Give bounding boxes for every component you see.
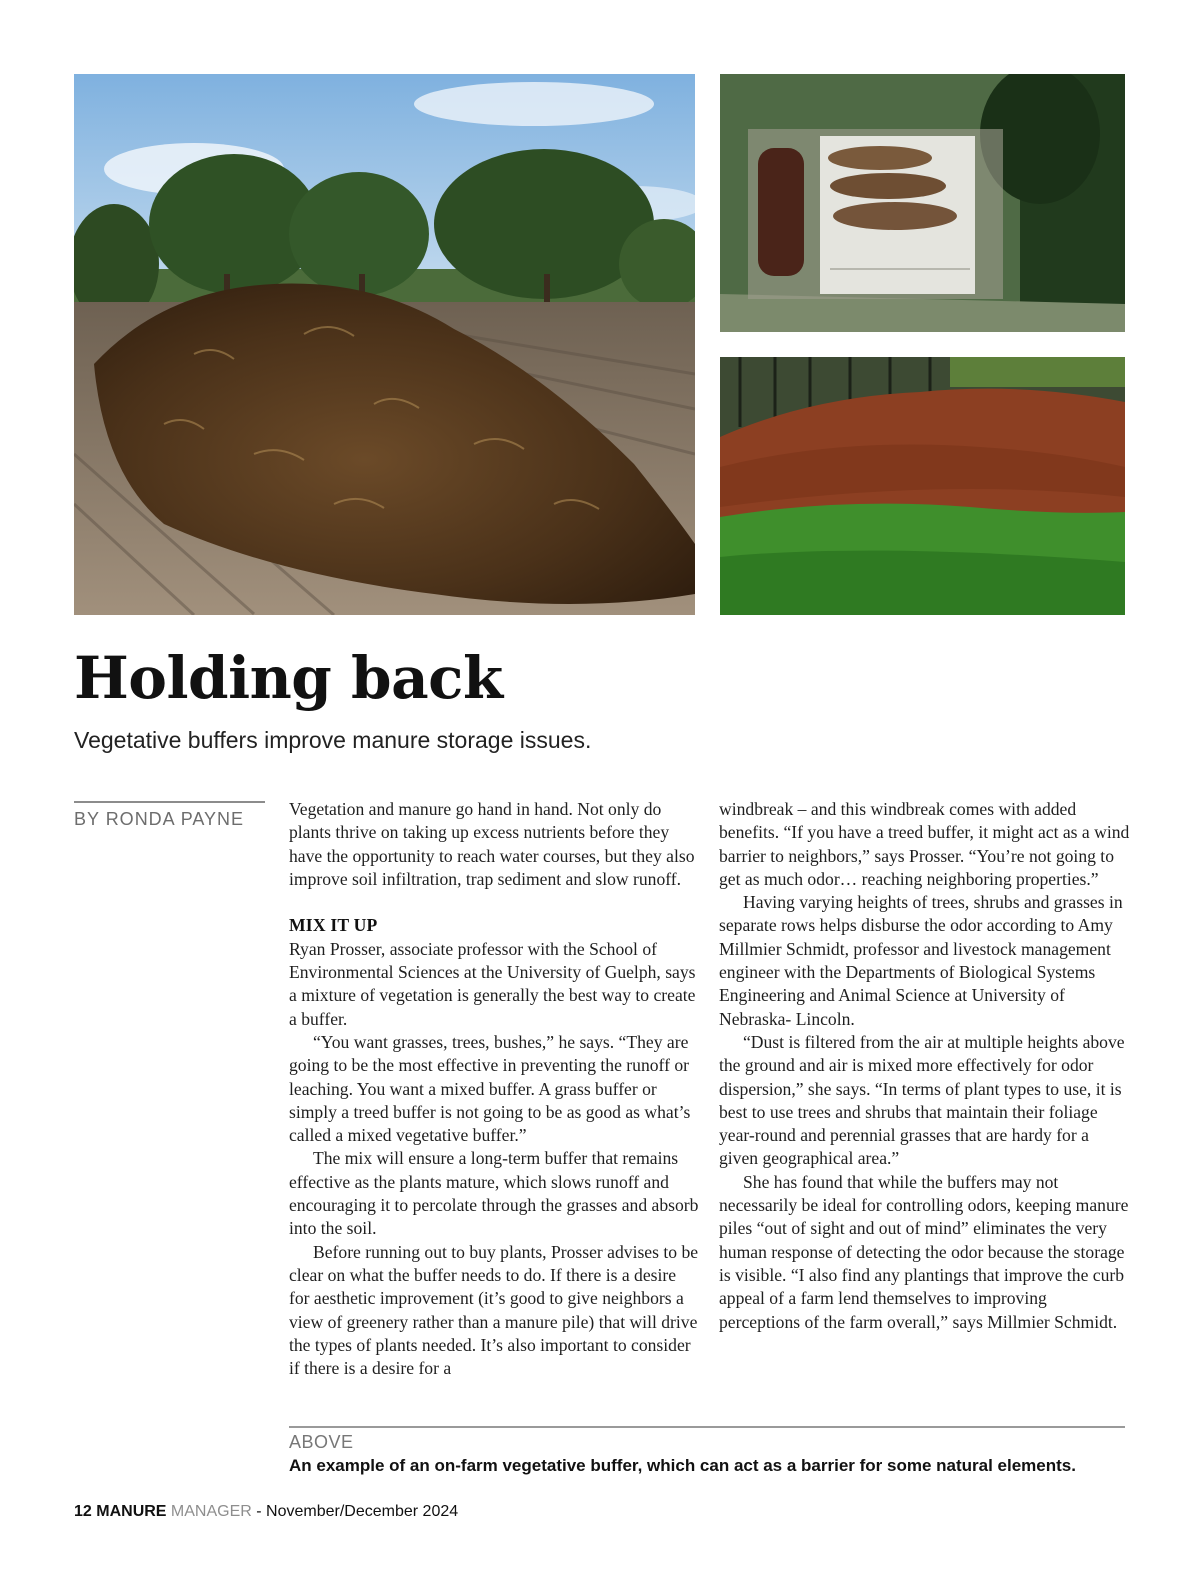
body-paragraph: windbreak – and this windbreak comes with added benefits. “If you have a treed buffer, it might act as a wind barrier to neighbors,” says Prosser. “You’re not going to get as much odor… reaching neighboring properties.” — [719, 799, 1130, 889]
page-number: 12 — [74, 1503, 92, 1520]
page-footer — [74, 1503, 458, 1521]
article-title: Holding back — [74, 644, 503, 712]
body-paragraph: Ryan Prosser, associate professor with the School of Environmental Sciences at the University of Guelph, says a mixture of vegetation is generally the best way to create a buffer. — [289, 938, 696, 1029]
brand-manager: MANAGER — [170, 1503, 252, 1520]
photo-caption: An example of an on-farm vegetative buffer, which can act as a barrier for some natural elements. — [289, 1456, 1076, 1475]
photo-manure-field — [74, 74, 695, 615]
caption-kicker: ABOVE — [289, 1432, 354, 1452]
body-column-1 — [289, 798, 699, 1380]
photo-aerial-storage — [720, 74, 1125, 332]
subhead-mix-it-up: MIX IT UP — [289, 915, 378, 936]
photo-pile-grass-buffer — [720, 357, 1125, 615]
footer-separator: - — [251, 1503, 267, 1520]
issue-date: November/December 2024 — [266, 1503, 459, 1520]
body-paragraph: Before running out to buy plants, Prosser advises to be clear on what the buffer needs to do. If there is a desire for aesthetic improvement (it’s good to give neighbors a view of greenery rather than a manure pile) that will drive the types of plants needed. It’s also important to consider if there is a desire for a — [289, 1241, 699, 1379]
article-deck: Vegetative buffers improve manure storage issues. — [74, 727, 592, 753]
body-column-2 — [719, 798, 1131, 1334]
body-paragraph: The mix will ensure a long-term buffer that remains effective as the plants mature, which slows runoff and encouraging it to percolate through the grasses and absorb into the soil. — [289, 1148, 699, 1239]
caption-divider — [289, 1426, 1125, 1428]
byline-divider — [74, 801, 265, 803]
brand-manure: MANURE — [96, 1503, 167, 1520]
body-paragraph: She has found that while the buffers may not necessarily be ideal for controlling odors, keeping manure piles “out of sight and out of mind” eliminates the very human response of detecting the odor because the storage is visible. “I also find any plantings that improve the curb appeal of a farm lend themselves to improving perceptions of the farm overall,” says Millmier Schmidt. — [719, 1171, 1129, 1332]
body-paragraph: “Dust is filtered from the air at multiple heights above the ground and air is mixed more effectively for odor dispersion,” she says. “In terms of plant types to use, it is best to use trees and shrubs that maintain their foliage year-round and perennial grasses that are hardy for a given geographical area.” — [719, 1031, 1125, 1169]
body-paragraph: Having varying heights of trees, shrubs and grasses in separate rows helps disburse the odor according to Amy Millmier Schmidt, professor and livestock management engineer with the Departments of Biological Systems Engineering and Animal Science at University of Nebraska- Lincoln. — [719, 892, 1123, 1029]
body-paragraph: “You want grasses, trees, bushes,” he says. “They are going to be the most effective in preventing the runoff or leaching. You want a mixed buffer. A grass buffer or simply a treed buffer is not going to be as good as what’s called a mixed vegetative buffer.” — [289, 1031, 691, 1146]
body-paragraph: Vegetation and manure go hand in hand. Not only do plants thrive on taking up excess nutrients before they have the opportunity to reach water courses, but they also improve soil infiltration, trap sediment and slow runoff. — [289, 799, 695, 889]
byline: BY RONDA PAYNE — [74, 809, 245, 829]
